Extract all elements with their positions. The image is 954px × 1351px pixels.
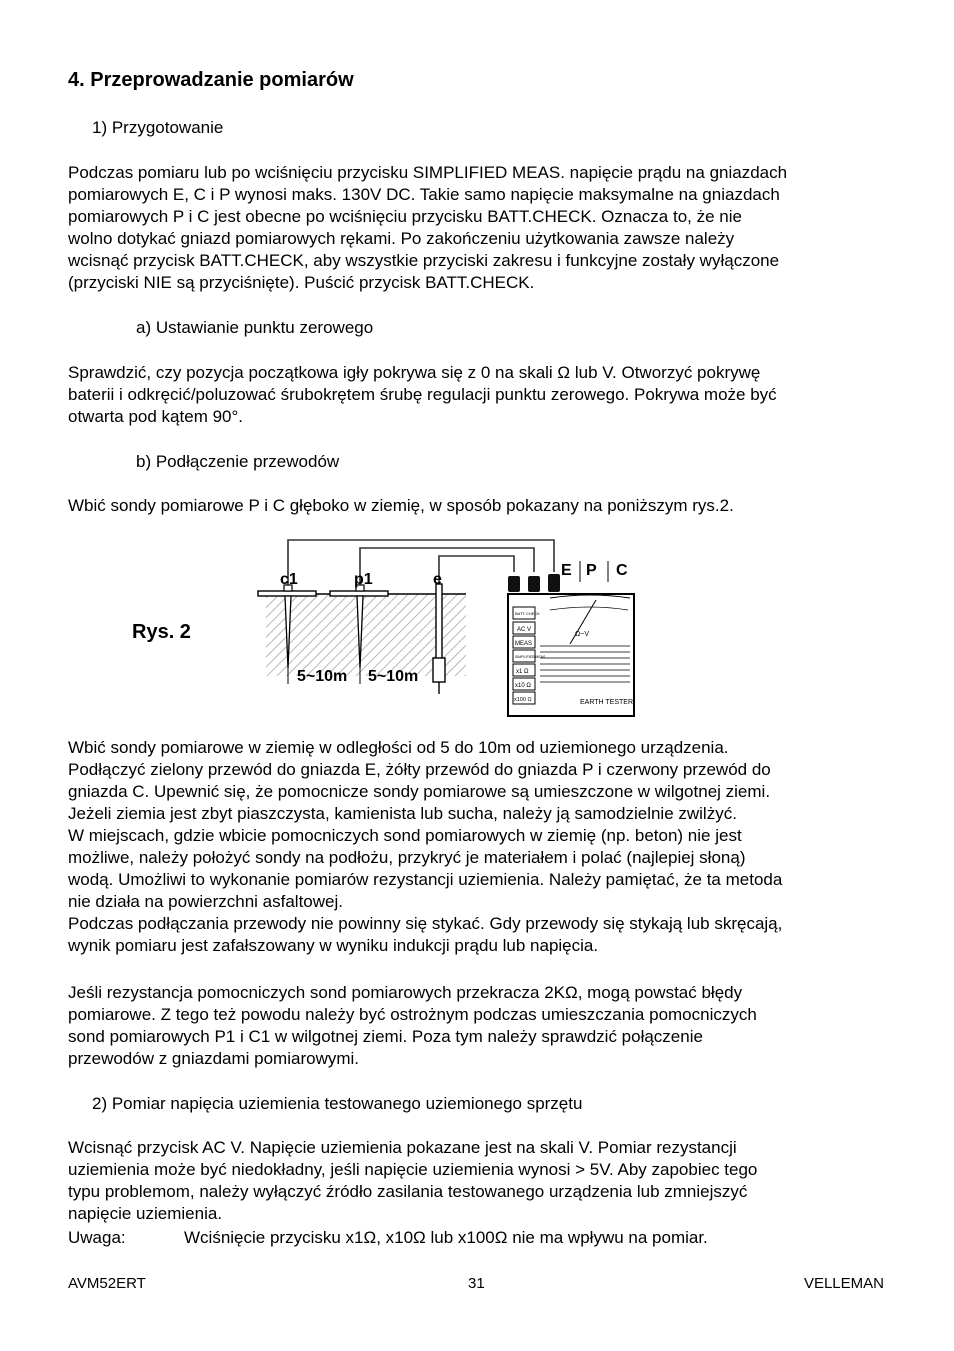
paragraph-line: W miejscach, gdzie wbicie pomocniczych sond pomiarowych w ziemię (np. beton) nie jest — [68, 826, 742, 845]
button-ac-v: AC V — [517, 627, 532, 633]
paragraph-line: Podczas podłączania przewody nie powinny się stykać. Gdy przewody się stykają lub skręcają, — [68, 914, 783, 933]
heading-title: Przeprowadzanie pomiarów — [90, 69, 354, 91]
paragraph-3: Wbić sondy pomiarowe P i C głęboko w ziemię, w sposób pokazany na poniższym rys.2. — [68, 496, 734, 515]
button-meas: MEAS — [515, 641, 533, 647]
note-text: Wciśnięcie przycisku x1Ω, x10Ω lub x100Ω nie ma wpływu na pomiar. — [184, 1228, 708, 1247]
footer-model: AVM52ERT — [68, 1275, 146, 1292]
paragraph-line: pomiarowe. Z tego też powodu należy być ostrożnym podczas umieszczania pomocniczych — [68, 1005, 757, 1024]
distance-label-2: 5~10m — [368, 668, 419, 685]
paragraph-line: baterii i odkręcić/poluzować śrubokrętem śrubę regulacji punktu zerowego. Pokrywa może być — [68, 385, 777, 404]
paragraph-line: wolno dotykać gniazd pomiarowych rękami. Po zakończeniu użytkowania zawsze należy — [68, 229, 735, 248]
connection-diagram — [250, 534, 640, 720]
button-simplified-meas: SIMPLIFIED MEAS — [515, 655, 546, 659]
page-heading — [68, 69, 898, 91]
paragraph-line: Podłączyć zielony przewód do gniazda E, żółty przewód do gniazda P i czerwony przewód do — [68, 760, 771, 779]
probe-label-e: e — [433, 571, 442, 588]
device-label: EARTH TESTER — [580, 699, 634, 706]
terminal-label-p: P — [586, 562, 597, 579]
paragraph-line: Sprawdzić, czy pozycja początkowa igły pokrywa się z 0 na skali Ω lub V. Otworzyć pokrywę — [68, 363, 761, 382]
paragraph-line: przewodów z gniazdami pomiarowymi. — [68, 1049, 360, 1068]
paragraph-line: wodą. Umożliwi to wykonanie pomiarów rezystancji uziemienia. Należy pamiętać, że ta metoda — [68, 870, 783, 889]
paragraph-line: wcisnąć przycisk BATT.CHECK, aby wszystkie przyciski zakresu i funkcyjne zostały wyłączone — [68, 251, 780, 270]
button-batt-check: BATT CHECK — [515, 611, 540, 616]
footer-page-number: 31 — [468, 1275, 485, 1292]
paragraph-line: gniazda C. Upewnić się, że pomocnicze sondy pomiarowe są umieszczone w wilgotnej ziemi. — [68, 782, 771, 801]
section1-title: 1) Przygotowanie — [92, 118, 224, 137]
probe-label-c1: c1 — [280, 571, 298, 588]
note-label: Uwaga: — [68, 1228, 126, 1247]
paragraph-line: uziemienia może być niedokładny, jeśli napięcie uziemienia wynosi > 5V. Aby zapobiec tego — [68, 1160, 758, 1179]
paragraph-line: pomiarowych E, C i P wynosi maks. 130V DC. Takie samo napięcie maksymalne na gniazdach — [68, 185, 780, 204]
paragraph-line: wynik pomiaru jest zafałszowany w wyniku indukcji prądu lub napięcia. — [68, 936, 599, 955]
figure-label: Rys. 2 — [132, 621, 191, 643]
subsection-a-title: a) Ustawianie punktu zerowego — [136, 318, 374, 337]
paragraph-line: pomiarowych P i C jest obecne po wciśnięciu przycisku BATT.CHECK. Oznacza to, że nie — [68, 207, 742, 226]
paragraph-line: Wbić sondy pomiarowe w ziemię w odległości od 5 do 10m od uziemionego urządzenia. — [68, 738, 729, 757]
wire-p1 — [360, 548, 534, 589]
paragraph-line: Jeśli rezystancja pomocniczych sond pomiarowych przekracza 2KΩ, mogą powstać błędy — [68, 983, 743, 1002]
wire-e — [439, 556, 514, 586]
button-x1: x1 Ω — [516, 669, 529, 675]
distance-label-1: 5~10m — [297, 668, 348, 685]
paragraph-line: napięcie uziemienia. — [68, 1204, 223, 1223]
button-x100: x100 Ω — [514, 697, 532, 703]
probe-label-p1: p1 — [354, 571, 373, 588]
meter-scale-label: Ω~V — [575, 631, 589, 638]
paragraph-line: Podczas pomiaru lub po wciśnięciu przycisku SIMPLIFIED MEAS. napięcie prądu na gniazdach — [68, 163, 788, 182]
paragraph-line: sond pomiarowych P1 i C1 w wilgotnej ziemi. Poza tym należy sprawdzić połączenie — [68, 1027, 703, 1046]
terminal-label-c: C — [616, 562, 628, 579]
paragraph-line: (przyciski NIE są przyciśnięte). Puścić przycisk BATT.CHECK. — [68, 273, 535, 292]
subsection-b-title: b) Podłączenie przewodów — [136, 452, 340, 471]
paragraph-line: Wcisnąć przycisk AC V. Napięcie uziemienia pokazane jest na skali V. Pomiar rezystancji — [68, 1138, 737, 1157]
section2-title: 2) Pomiar napięcia uziemienia testowanego uziemionego sprzętu — [92, 1094, 583, 1113]
paragraph-line: nie działa na powierzchni asfaltowej. — [68, 892, 343, 911]
paragraph-line: otwarta pod kątem 90°. — [68, 407, 244, 426]
paragraph-line: Jeżeli ziemia jest zbyt piaszczysta, kamienista lub sucha, należy ją samodzielnie zwilżyć. — [68, 804, 737, 823]
terminal-label-e: E — [561, 562, 572, 579]
terminal-e — [548, 574, 560, 592]
footer-brand: VELLEMAN — [803, 1275, 884, 1292]
paragraph-line: możliwe, należy położyć sondy na podłożu, przykryć je materiałem i polać (najlepiej słoną) — [68, 848, 746, 867]
button-x10: x10 Ω — [515, 683, 531, 689]
paragraph-line: typu problemom, należy wyłączyć źródło zasilania testowanego urządzenia lub zmniejszyć — [68, 1182, 748, 1201]
heading-number: 4. — [68, 69, 85, 91]
probe-e — [436, 584, 442, 668]
